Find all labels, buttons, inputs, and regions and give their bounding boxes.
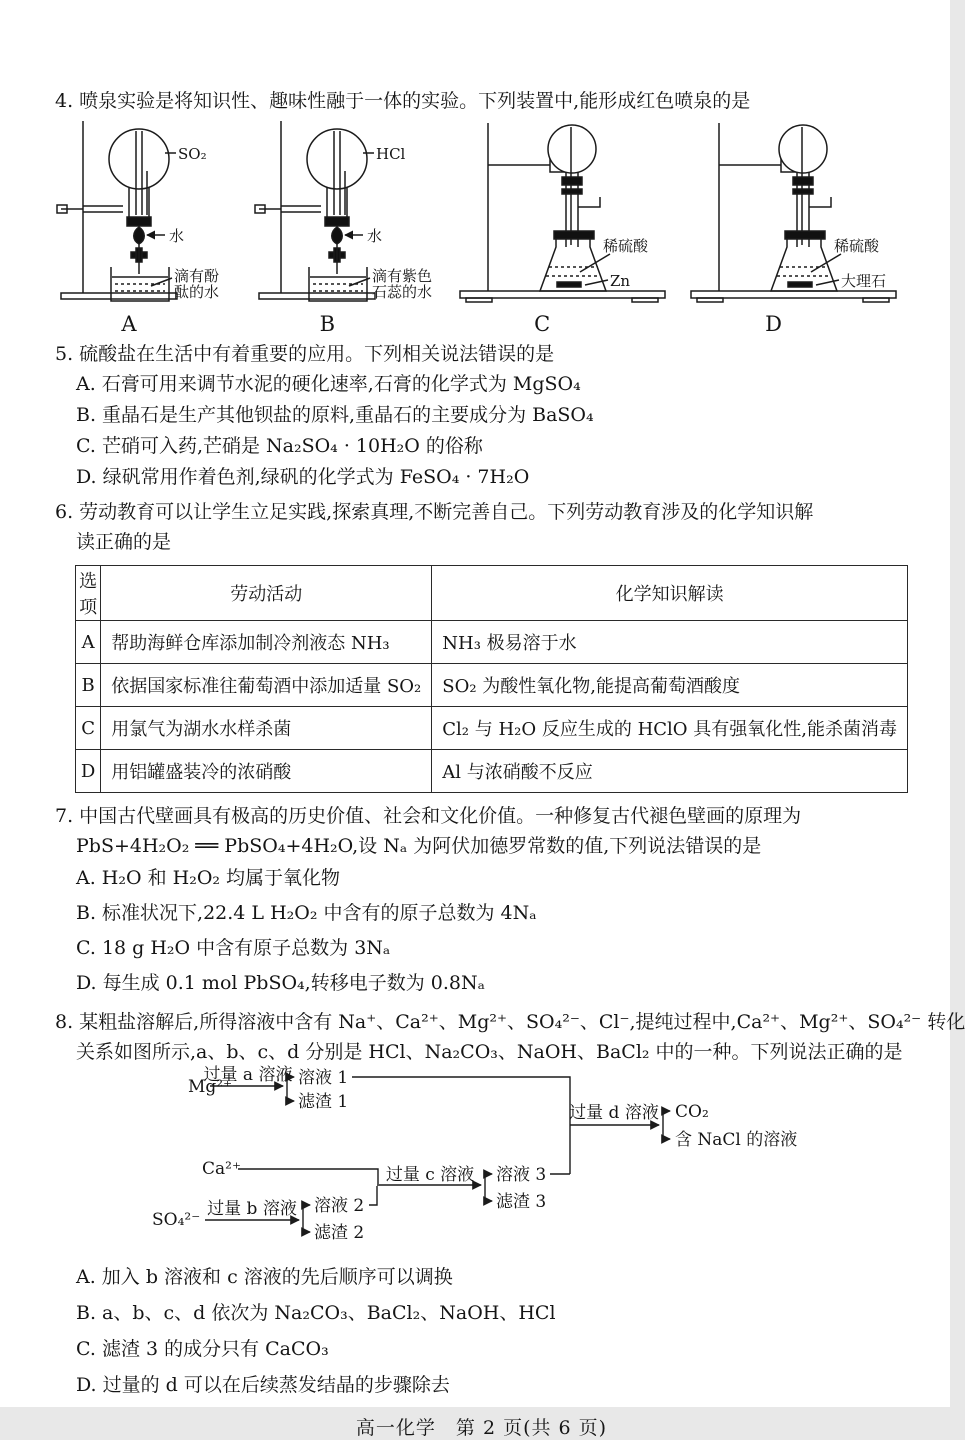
q8-option-a: A. 加入 b 溶液和 c 溶液的先后顺序可以调换 (76, 1266, 453, 1288)
flow-residue2-label: 滤渣 2 (314, 1223, 365, 1243)
q6-table-row-c: C 用氯气为湖水水样杀菌 Cl₂ 与 H₂O 反应生成的 HClO 具有强氧化性,能杀菌消毒 (76, 707, 908, 750)
apparatus-c-letter: C (534, 312, 551, 336)
flow-d-solution-label: 过量 d 溶液 (569, 1103, 659, 1123)
stopper (127, 217, 151, 226)
q6-header-activity: 劳动活动 (101, 566, 432, 621)
apparatus-a-letter: A (121, 312, 137, 336)
flow-co2-label: CO₂ (675, 1102, 709, 1122)
apparatus-b-letter: B (319, 312, 336, 336)
flow-b-solution-label: 过量 b 溶液 (207, 1199, 297, 1219)
footer-text: 高一化学 第 2 页(共 6 页) (355, 1417, 608, 1439)
flow-solution1-label: 溶液 1 (298, 1068, 349, 1088)
q5-stem: 5. 硫酸盐在生活中有着重要的应用。下列相关说法错误的是 (55, 343, 555, 365)
beaker-label-line1: 滴有酚 (174, 267, 220, 285)
gas-label: HCl (376, 145, 406, 163)
flow-solution2-label: 溶液 2 (314, 1196, 365, 1216)
beaker-label-line1: 滴有紫色 (372, 267, 433, 285)
stand-base (259, 293, 375, 299)
apparatus-c-drawing (452, 119, 677, 307)
q6-stem-line2: 读正确的是 (76, 531, 172, 553)
flow-mg-label: Mg²⁺ (188, 1077, 233, 1097)
q8-options (55, 1259, 908, 1403)
acid-label: 稀硫酸 (602, 237, 648, 255)
stopper (325, 217, 349, 226)
round-flask (109, 129, 169, 189)
q8-stem-line2: 关系如图所示,a、b、c、d 分别是 HCl、Na₂CO₃、NaOH、BaCl₂ 中的一种。下列说法正确的是 (76, 1041, 903, 1063)
q8-flow-diagram (150, 1067, 908, 1259)
flask-stopper (785, 231, 825, 239)
apparatus-d (683, 119, 908, 336)
apparatus-d-drawing (683, 119, 908, 307)
round-flask (548, 125, 596, 173)
q8-option-c: C. 滤渣 3 的成分只有 CaCO₃ (76, 1338, 329, 1360)
flow-residue3-label: 滤渣 3 (496, 1192, 547, 1212)
q7-option-c: C. 18 g H₂O 中含有原子总数为 3Nₐ (76, 937, 391, 959)
solid-label: 大理石 (840, 272, 886, 290)
apparatus-d-letter: D (765, 312, 782, 336)
tube-band (793, 177, 813, 185)
q6-stem-line1: 6. 劳动教育可以让学生立足实践,探索真理,不断完善自己。下列劳动教育涉及的化学知识解 (55, 501, 814, 523)
q4-stem: 4. 喷泉实验是将知识性、趣味性融于一体的实验。下列装置中,能形成红色喷泉的是 (55, 90, 751, 112)
flow-a-solution-label: 过量 a 溶液 (203, 1065, 293, 1085)
crank-handle (809, 197, 831, 207)
q7-stem-line1: 7. 中国古代壁画具有极高的历史价值、社会和文化价值。一种修复古代褪色壁画的原理为 (55, 805, 802, 827)
question-6 (55, 497, 908, 793)
solid-pointer-line (816, 280, 839, 285)
flow-ca-label: Ca²⁺ (202, 1159, 241, 1179)
q5-option-d: D. 绿矾常用作着色剂,绿矾的化学式为 FeSO₄ · 7H₂O (76, 466, 530, 488)
flow-line-ca (238, 1169, 378, 1184)
q7-stem-line2: PbS+4H₂O₂ ══ PbSO₄+4H₂O,设 Nₐ 为阿伏加德罗常数的值,下列说法错误的是 (76, 835, 762, 857)
flow-residue1-label: 滤渣 1 (298, 1092, 349, 1112)
question-5 (55, 339, 908, 493)
q5-option-c: C. 芒硝可入药,芒硝是 Na₂SO₄ · 10H₂O 的俗称 (76, 435, 483, 457)
beaker-label-line2: 石蕊的水 (372, 283, 433, 301)
beaker-label-line2: 酞的水 (174, 283, 220, 301)
solid-label: Zn (609, 272, 630, 290)
q8-option-d: D. 过量的 d 可以在后续蒸发结晶的步骤除去 (76, 1374, 450, 1396)
stand-base (691, 291, 896, 298)
round-flask (779, 125, 827, 173)
acid-pointer-line (580, 254, 610, 272)
q8-flow-svg (150, 1067, 895, 1259)
water-label: 水 (169, 227, 185, 245)
q7-option-a: A. H₂O 和 H₂O₂ 均属于氧化物 (76, 867, 341, 889)
q6-table (75, 565, 908, 793)
flask-stopper (554, 231, 594, 239)
q5-option-b: B. 重晶石是生产其他钡盐的原料,重晶石的主要成分为 BaSO₄ (76, 404, 594, 426)
q5-option-a: A. 石膏可用来调节水泥的硬化速率,石膏的化学式为 MgSO₄ (76, 373, 581, 395)
apparatus-a (55, 119, 247, 336)
solid-sample (557, 282, 581, 287)
stand-base (460, 291, 665, 298)
page-footer (55, 1413, 908, 1440)
flow-c-solution-label: 过量 c 溶液 (385, 1165, 475, 1185)
question-7 (55, 801, 908, 1001)
q8-stem-line1: 8. 某粗盐溶解后,所得溶液中含有 Na⁺、Ca²⁺、Mg²⁺、SO₄²⁻、Cl⁻,提纯过程中,Ca²⁺、Mg²⁺、SO₄²⁻ 转化 (55, 1011, 965, 1033)
q7-option-d: D. 每生成 0.1 mol PbSO₄,转移电子数为 0.8Nₐ (76, 972, 485, 994)
flow-solution3-label: 溶液 3 (496, 1165, 547, 1185)
apparatus-b-drawing (253, 119, 445, 307)
q6-header-interpretation: 化学知识解读 (432, 566, 908, 621)
q4-apparatus-row (55, 119, 908, 336)
question-8 (55, 1007, 965, 1403)
flow-nacl-label: 含 NaCl 的溶液 (675, 1130, 798, 1150)
stand-base (61, 293, 177, 299)
q7-options (55, 861, 908, 1001)
q8-option-b: B. a、b、c、d 依次为 Na₂CO₃、BaCl₂、NaOH、HCl (76, 1302, 556, 1324)
dropper (134, 227, 145, 244)
q6-table-row-a: A 帮助海鲜仓库添加制冷剂液态 NH₃ NH₃ 极易溶于水 (76, 621, 908, 664)
apparatus-a-drawing (55, 119, 247, 307)
flow-line-sol2-to-c (369, 1186, 377, 1205)
apparatus-c (452, 119, 677, 336)
question-4 (55, 86, 908, 336)
flow-so4-label: SO₄²⁻ (152, 1210, 201, 1230)
q5-options (55, 369, 908, 493)
acid-pointer-line (811, 254, 841, 272)
round-flask (307, 129, 367, 189)
q6-header-option: 选项 (76, 566, 101, 621)
solid-sample (788, 282, 812, 287)
gas-label: SO₂ (178, 145, 207, 163)
flow-line-sol1-to-d (352, 1077, 570, 1174)
acid-label: 稀硫酸 (833, 237, 879, 255)
q6-table-row-d: D 用铝罐盛装冷的浓硝酸 Al 与浓硝酸不反应 (76, 750, 908, 793)
tube-band (562, 177, 582, 185)
q6-table-header-row (76, 566, 908, 621)
solid-pointer-line (585, 280, 608, 285)
water-label: 水 (367, 227, 383, 245)
apparatus-b (253, 119, 445, 336)
q6-table-row-b: B 依据国家标准往葡萄酒中添加适量 SO₂ SO₂ 为酸性氧化物,能提高葡萄酒酸度 (76, 664, 908, 707)
crank-handle (578, 197, 600, 207)
dropper (332, 227, 343, 244)
q7-option-b: B. 标准状况下,22.4 L H₂O₂ 中含有的原子总数为 4Nₐ (76, 902, 537, 924)
